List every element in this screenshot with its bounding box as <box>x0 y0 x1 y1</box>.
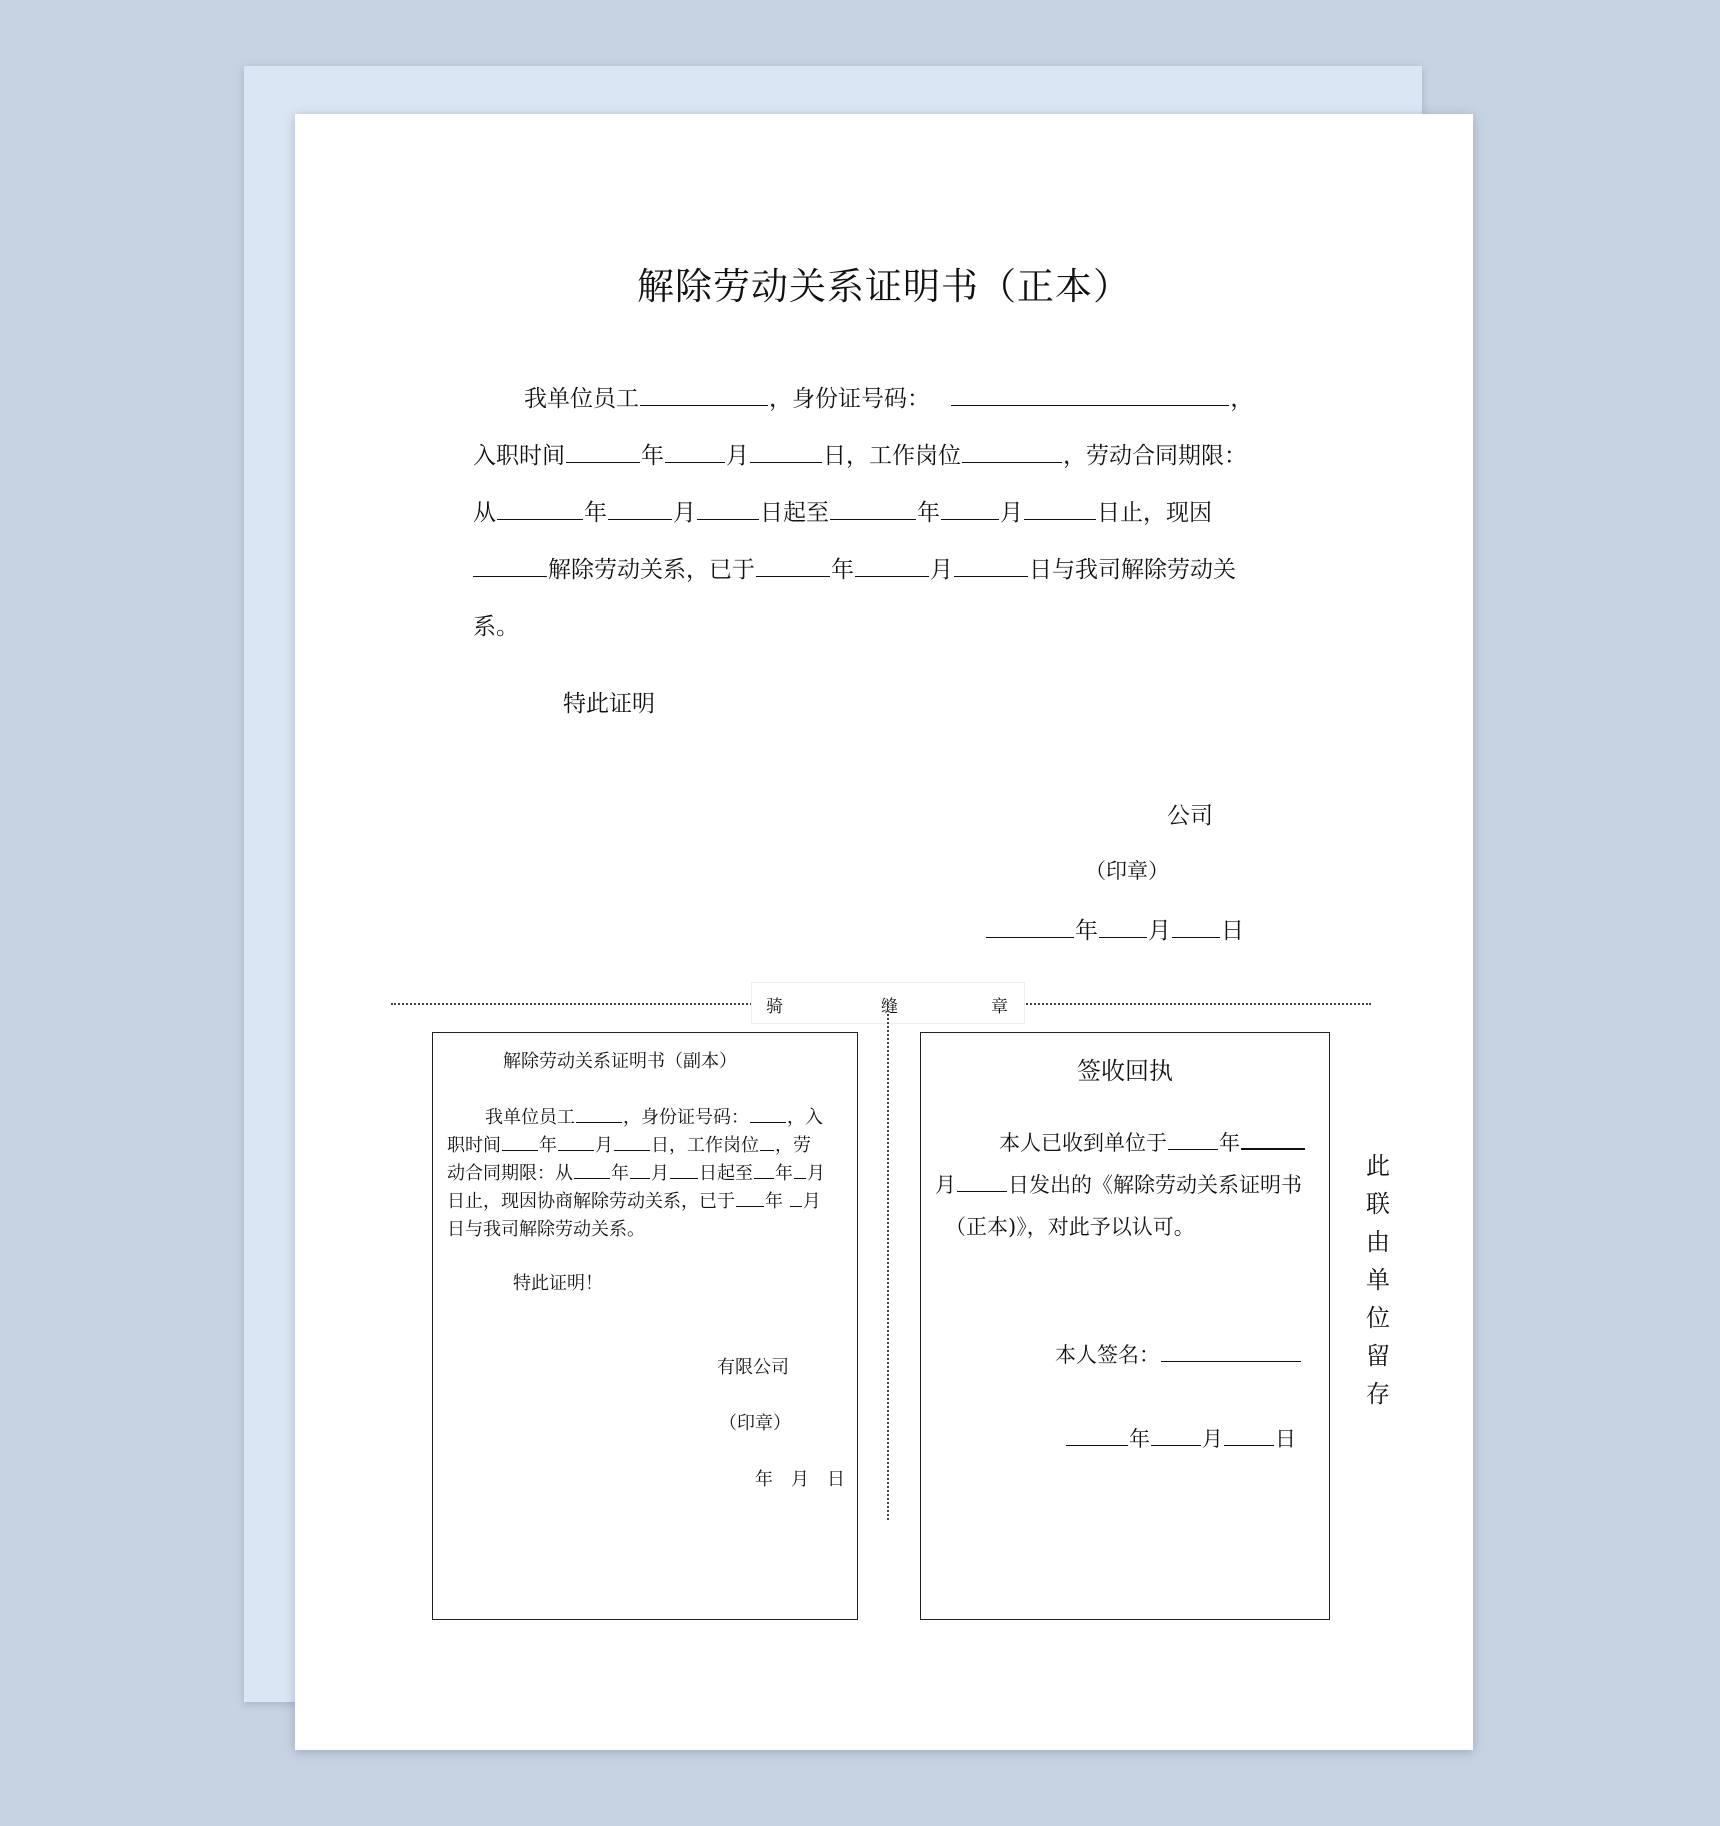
date-month-blank[interactable] <box>1099 914 1147 938</box>
copy-certificate-box <box>432 1032 858 1620</box>
side-note: 此 联 由 单 位 留 存 <box>1366 1152 1390 1408</box>
vertical-perforation-line <box>887 1002 889 1520</box>
receipt-day-blank[interactable] <box>957 1170 1007 1192</box>
contract-start-year-blank[interactable] <box>497 496 583 520</box>
hire-year-blank[interactable] <box>566 439 640 463</box>
copy-line-4: 日止，现因协商解除劳动关系，已于 年 月 <box>447 1187 821 1213</box>
document-page <box>295 114 1473 1750</box>
copy-title: 解除劳动关系证明书（副本） <box>503 1051 737 1072</box>
date-year-blank[interactable] <box>986 914 1074 938</box>
copy-start-month-blank[interactable] <box>630 1160 650 1179</box>
employee-name-blank[interactable] <box>640 382 768 406</box>
receipt-year-blank[interactable] <box>1168 1128 1218 1150</box>
receipt-line-1: 本人已收到单位于 年 <box>999 1127 1306 1157</box>
seam-stamp-char-3: 章 <box>991 997 1008 1017</box>
paragraph-line-2: 入职时间 年 月 日，工作岗位 ，劳动合同期限： <box>473 437 1247 470</box>
copy-line-5: 日与我司解除劳动关系。 <box>447 1219 645 1240</box>
receipt-line-3: （正本)》，对此予以认可。 <box>945 1215 1195 1239</box>
termination-day-blank[interactable] <box>954 553 1028 577</box>
contract-start-day-blank[interactable] <box>697 496 759 520</box>
receipt-signature: 本人签名： <box>1055 1339 1302 1369</box>
copy-term-month-blank[interactable] <box>790 1188 802 1207</box>
copy-id-blank[interactable] <box>750 1104 786 1123</box>
termination-month-blank[interactable] <box>855 553 929 577</box>
copy-hire-day-blank[interactable] <box>614 1132 650 1151</box>
hire-day-blank[interactable] <box>750 439 822 463</box>
paragraph-line-3: 从 年 月 日起至 年 月 日止，现因 <box>473 494 1212 527</box>
certify-text: 特此证明 <box>563 691 655 717</box>
company-label: 公司 <box>1167 803 1213 829</box>
paragraph-line-5: 系。 <box>473 614 519 640</box>
copy-line-1: 我单位员工 ，身份证号码： ，入 <box>485 1103 823 1129</box>
copy-position-blank[interactable] <box>760 1132 774 1151</box>
copy-start-day-blank[interactable] <box>670 1160 698 1179</box>
paragraph-line-4: 解除劳动关系，已于 年 月 日与我司解除劳动关 <box>473 551 1236 584</box>
copy-end-month-blank[interactable] <box>794 1160 806 1179</box>
receipt-date-year-blank[interactable] <box>1066 1424 1128 1446</box>
contract-start-month-blank[interactable] <box>608 496 672 520</box>
copy-certify: 特此证明！ <box>513 1273 603 1294</box>
copy-term-year-blank[interactable] <box>736 1188 764 1207</box>
seal-label: （印章） <box>1085 859 1169 883</box>
copy-date: 年 月 日 <box>755 1469 845 1490</box>
date-day-blank[interactable] <box>1172 914 1220 938</box>
main-date: 年 月 日 <box>985 912 1244 945</box>
seam-stamp-char-1: 骑 <box>766 997 783 1017</box>
seam-stamp-char-2: 缝 <box>881 997 898 1017</box>
copy-end-year-blank[interactable] <box>754 1160 774 1179</box>
receipt-date: 年 月 日 <box>1065 1423 1296 1453</box>
copy-name-blank[interactable] <box>576 1104 622 1123</box>
copy-company: 有限公司 <box>717 1357 789 1378</box>
position-blank[interactable] <box>962 439 1062 463</box>
hire-month-blank[interactable] <box>665 439 725 463</box>
id-number-blank[interactable] <box>951 382 1229 406</box>
copy-seal: （印章） <box>719 1413 791 1434</box>
copy-hire-year-blank[interactable] <box>502 1132 538 1151</box>
receipt-line-2: 月 日发出的《解除劳动关系证明书 <box>935 1169 1302 1199</box>
receipt-date-day-blank[interactable] <box>1224 1424 1274 1446</box>
termination-year-blank[interactable] <box>756 553 830 577</box>
signature-blank[interactable] <box>1161 1340 1301 1362</box>
copy-hire-month-blank[interactable] <box>558 1132 594 1151</box>
copy-line-3: 动合同期限：从 年 月 日起至 年 月 <box>447 1159 825 1185</box>
receipt-box <box>920 1032 1330 1620</box>
receipt-date-month-blank[interactable] <box>1151 1424 1201 1446</box>
paragraph-line-1: 我单位员工 ，身份证号码： ， <box>524 380 1253 413</box>
receipt-month-lead-blank[interactable] <box>1241 1127 1305 1150</box>
page-title: 解除劳动关系证明书（正本） <box>637 265 1131 308</box>
contract-end-day-blank[interactable] <box>1024 496 1096 520</box>
copy-line-2: 职时间 年 月 日，工作岗位 ，劳 <box>447 1131 811 1157</box>
contract-end-year-blank[interactable] <box>830 496 916 520</box>
receipt-title: 签收回执 <box>1077 1057 1173 1085</box>
copy-start-year-blank[interactable] <box>574 1160 610 1179</box>
reason-blank[interactable] <box>473 553 547 577</box>
contract-end-month-blank[interactable] <box>941 496 999 520</box>
